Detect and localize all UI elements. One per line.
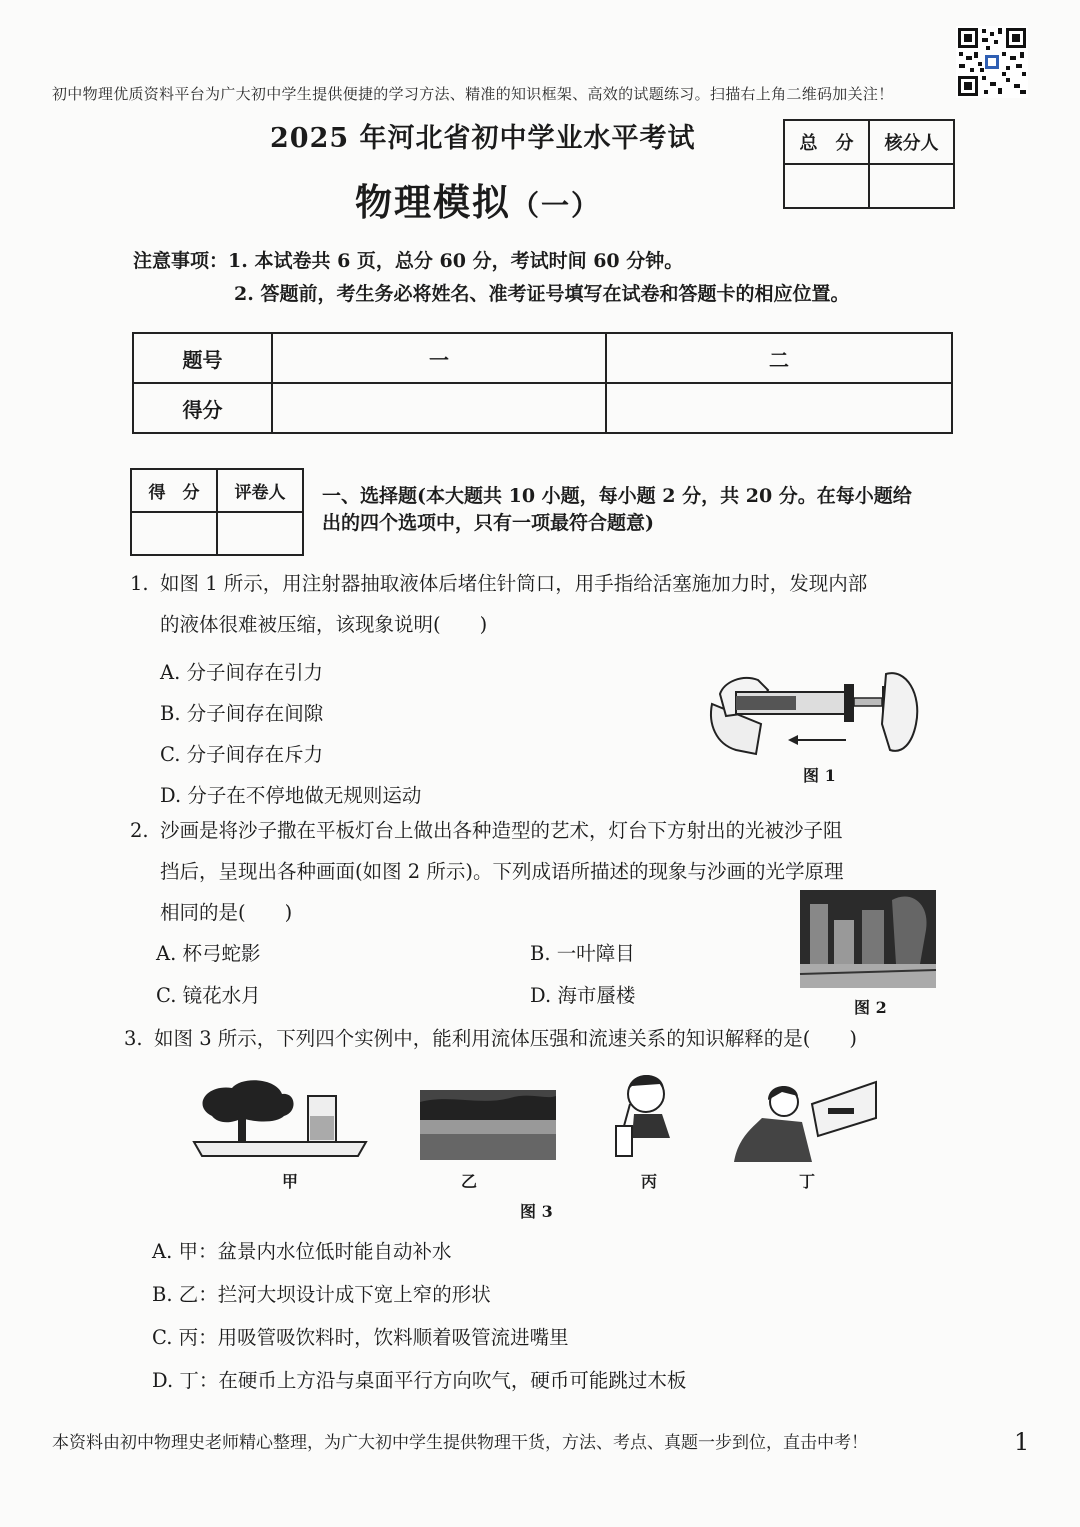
checker-cell[interactable] [869,164,954,208]
question-2-options-left [156,933,261,1017]
question-3-number: 3. [124,1027,143,1050]
notice-line-2: 2. 答题前，考生务必将姓名、准考证号填写在试卷和答题卡的相应位置。 [234,283,850,305]
question-2-stem [130,810,844,933]
question-1-option-c[interactable]: C. 分子间存在斥力 [160,743,324,766]
score-label: 得分 [133,383,272,433]
page-number: 1 [1014,1428,1030,1456]
question-1-options [160,652,421,816]
grade-score-header: 得 分 [131,469,217,512]
total-score-header: 总 分 [784,120,869,164]
qr-code-icon[interactable] [956,26,1028,98]
question-3-option-b[interactable]: B. 乙：拦河大坝设计成下宽上窄的形状 [152,1283,491,1306]
sand-painting-figure-2 [800,890,936,988]
figure-3-label-yi: 乙 [461,1172,478,1191]
section-grade-box [130,468,304,556]
total-score-table [783,119,955,209]
question-1-line-1: 如图 1 所示，用注射器抽取液体后堵住针筒口，用手指给活塞施加力时，发现内部 [160,572,868,595]
figure-3-label-bing: 丙 [641,1172,658,1191]
grade-score-cell[interactable] [131,512,217,555]
grader-header: 评卷人 [217,469,303,512]
exam-subtitle-suffix: （一） [511,189,602,222]
section-two-header: 二 [606,333,952,383]
section-one-title [322,483,952,537]
section-two-score-cell[interactable] [606,383,952,433]
section-one-title-line-1: 一、选择题(本大题共 10 小题，每小题 2 分，共 20 分。在每小题给 [322,485,912,507]
footer-text: 本资料由初中物理史老师精心整理，为广大初中学生提供物理干货，方法、考点、真题一步到位，直击中考！ [52,1433,868,1453]
grader-cell[interactable] [217,512,303,555]
question-2-line-2: 挡后，呈现出各种画面(如图 2 所示)。下列成语所描述的现象与沙画的光学原理 [160,860,844,883]
question-2-option-c[interactable]: C. 镜花水月 [156,984,261,1007]
question-1-number: 1. [130,572,149,595]
figure-3-label-ding: 丁 [799,1172,816,1191]
question-1-option-a[interactable]: A. 分子间存在引力 [160,661,323,684]
question-3-option-a[interactable]: A. 甲：盆景内水位低时能自动补水 [152,1240,452,1263]
question-2-number: 2. [130,819,149,842]
exam-subtitle [355,172,601,226]
question-2-line-3: 相同的是( ) [160,901,293,924]
question-3-options [152,1230,686,1402]
exam-subtitle-main: 物理模拟 [355,180,511,224]
total-score-cell[interactable] [784,164,869,208]
notice-line-1 [133,245,849,278]
question-2-option-a[interactable]: A. 杯弓蛇影 [156,942,261,965]
bonsai-figure-jia [192,1076,368,1158]
figure-3-caption: 图 3 [520,1202,553,1221]
notice-block [133,245,849,311]
straw-drinking-figure-bing [612,1070,672,1162]
question-number-label: 题号 [133,333,272,383]
question-2-option-d[interactable]: D. 海市蜃楼 [530,984,636,1007]
question-1-line-2: 的液体很难被压缩，该现象说明( ) [160,613,488,636]
syringe-figure-1 [706,664,926,758]
section-one-score-cell[interactable] [272,383,606,433]
section-one-header: 一 [272,333,606,383]
section-one-title-line-2: 出的四个选项中，只有一项最符合题意) [322,512,654,534]
question-3-option-d[interactable]: D. 丁：在硬币上方沿与桌面平行方向吹气，硬币可能跳过木板 [152,1369,687,1392]
figure-2-caption: 图 2 [854,998,887,1017]
question-2-options-right [530,933,635,1017]
figure-1-caption: 图 1 [803,766,836,785]
dam-figure-yi [420,1090,556,1160]
question-1-option-d[interactable]: D. 分子在不停地做无规则运动 [160,784,422,807]
question-1-option-b[interactable]: B. 分子间存在间隙 [160,702,324,725]
question-1-stem [130,563,867,645]
figure-3-label-jia: 甲 [282,1172,299,1191]
notice-label: 注意事项： [133,250,229,272]
coin-blowing-figure-ding [732,1078,876,1162]
checker-header: 核分人 [869,120,954,164]
notice-text-1: 1. 本试卷共 6 页，总分 60 分，考试时间 60 分钟。 [228,250,684,272]
header-promo-text: 初中物理优质资料平台为广大初中学生提供便捷的学习方法、精准的知识框架、高效的试题练习。扫描右上角二维码加关注！ [52,85,894,103]
question-3-stem [124,1018,857,1059]
question-score-table [132,332,953,434]
question-2-line-1: 沙画是将沙子撒在平板灯台上做出各种造型的艺术，灯台下方射出的光被沙子阻 [160,819,843,842]
question-2-option-b[interactable]: B. 一叶障目 [530,942,635,965]
exam-title: 2025 年河北省初中学业水平考试 [270,123,696,154]
question-3-line-1: 如图 3 所示，下列四个实例中，能利用流体压强和流速关系的知识解释的是( ) [154,1027,858,1050]
question-3-option-c[interactable]: C. 丙：用吸管吸饮料时，饮料顺着吸管流进嘴里 [152,1326,569,1349]
